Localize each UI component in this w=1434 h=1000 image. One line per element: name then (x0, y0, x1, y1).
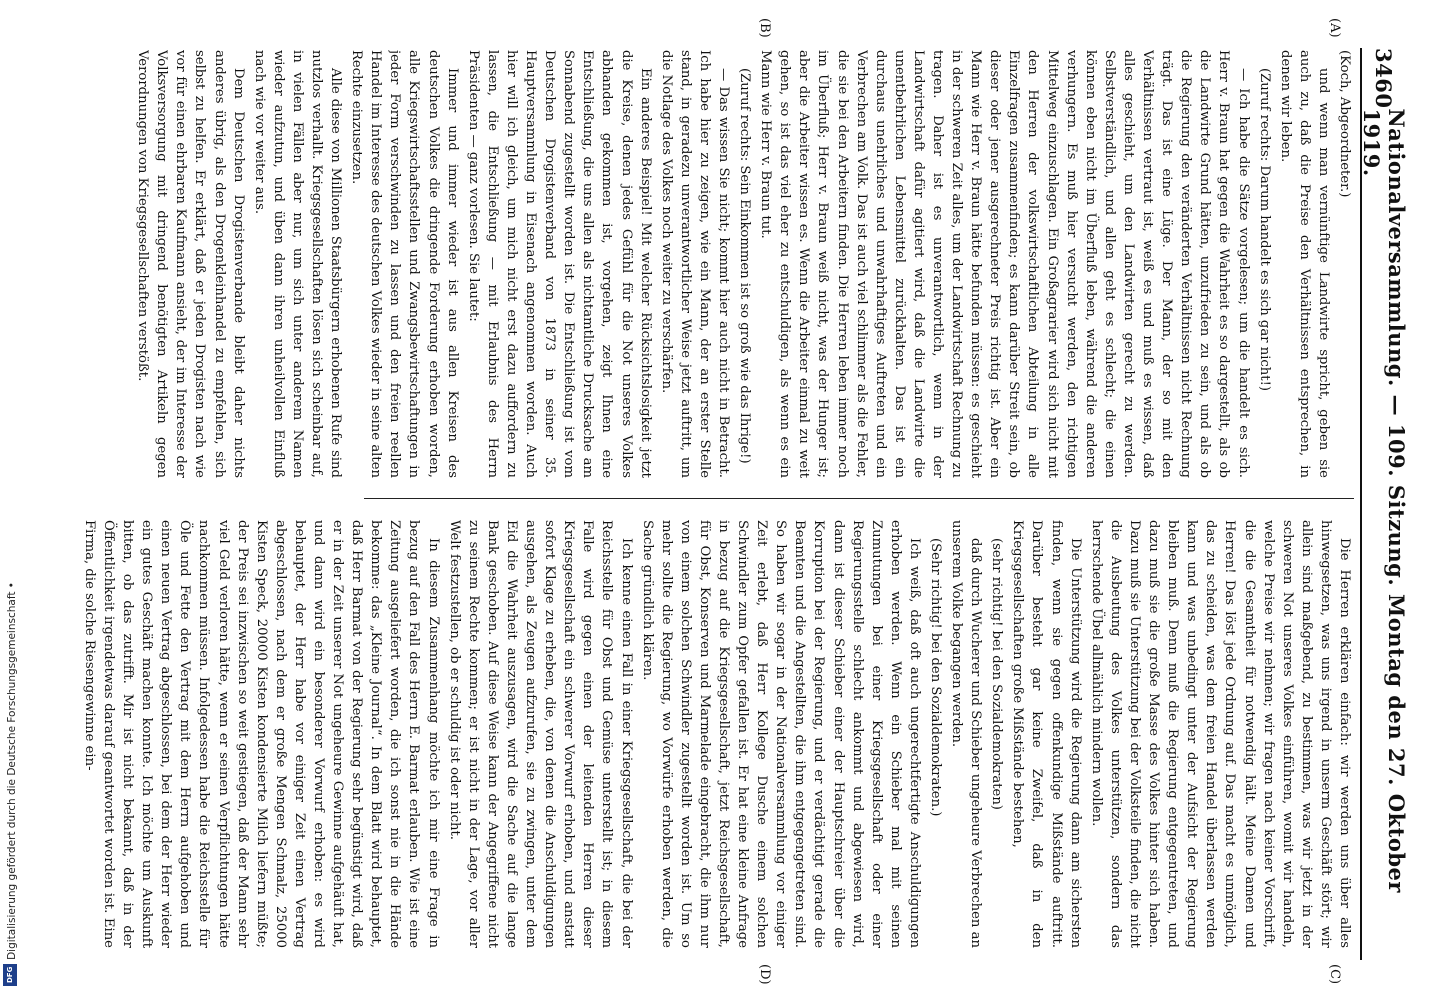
page-title: Nationalversammlung. — 109. Sitzung. Montag den 27. Oktober 1919. (1359, 108, 1409, 893)
paragraph: — Ich habe die Sätze vorgelesen; um die handelt es sich. Herr v. Braun hat gegen die Wahrheit es so dargestellt, als ob die Landwirte Grund hätten, unzufrieden zu sein, und als ob die Regierung den veränderten Verhältnissen nicht Rechnung trägt. Das ist eine Lüge. Der Mann, der so mit den Verhältnissen vertraut ist, weiß es und muß es wissen, daß alles geschieht, um den Landwirten gerecht zu werden. Selbstverständlich, und allen geht es schlecht; die einen können eben nicht im Überfluß leben, während die anderen verhungern. Es muß hier versucht werden, den richtigen Mittelweg einzuschlagen. Ein Großagrarier wird sich nicht mit den Herren der volkswirtschaftlichen Abteilung in alle Einzelfragen zusammenfinden; es kann darüber Streit sein, ob dieser oder jener ausgerechneter Preis richtig ist. Aber ein Mann wie Herr v. Braun hätte befunden müssen: es geschieht in der schweren Zeit alles, um der Landwirtschaft Rechnung zu tragen. Daher ist es unverantwortlich, wenn in der Landwirtschaft dafür agitiert wird, daß die Landwirte die unentbehrlichen Lebensmittel zurückhalten. Das ist ein durchaus unehrliches und unwahrhaftiges Auftreten und ein Verbrechen am Volk. Das ist auch viel schlimmer als die Fehler, die sie bei den Arbeitern finden. Die Herren leben immer noch im Überfluß; Herr v. Braun weiß nicht, was der Hunger ist; aber die Arbeiter wissen es. Wenn die Arbeiter einmal zu weit gehen, so ist das viel eher zu entschuldigen, als wenn es ein Mann wie Herr v. Braun tut. (758, 50, 1251, 478)
interjection: (Zuruf rechts: Sein Einkommen ist so groß wie das Ihrige!) (737, 68, 753, 464)
paragraph: und wenn man vernünftige Landwirte spricht, geben sie auch zu, daß die Preise den Verhältnissen entsprechen, in denen wir leben. (1277, 50, 1331, 478)
paragraph: Die Unterstützung wird die Regierung dann am sichersten finden, wenn sie gegen offenkundige Mißstände auftritt. Darüber besteht gar keine Zweifel, daß in den Kriegsgesellschaften große Mißstände bestehen, (1010, 520, 1083, 948)
paragraph: Ich kenne einen Fall in einer Kriegsgesellschaft, die bei der Reichsstelle für Obst und Gemüse unterstellt ist; in diesem Falle wird gegen einen der leitenden Herren dieser Kriegsgesellschaft ein schwerer Vorwurf erhoben, und anstatt sofort Klage zu erheben, die, von denen die Anschuldigungen ausgehen, als Zeugen aufzurufen, sie zu zwingen, unter dem Eid die Wahrheit auszusagen, wird die Sache auf die lange Bank geschoben. Auf diese Weise kann der Angegriffene nicht zu seinem Rechte kommen; er ist nicht in der Lage, vor aller Welt festzustellen, ob er schuldig ist oder nicht. (446, 520, 634, 948)
quoted-paragraph: Alle diese von Millionen Staatsbürgern erhobenen Rufe sind nutzlos verhallt. Kriegsgesellschaften lösen sich scheinbar auf, in vielen Fällen aber nur, um sich unter anderem Namen wieder aufzutun, und üben dann ihren unheilvollen Einfluß nach wie vor weiter aus. (251, 50, 344, 478)
margin-mark-b: (B) (757, 18, 772, 38)
speaker-note: (Koch, Abgeordneter.) (1337, 50, 1352, 198)
watermark-text: Digitalisierung gefördert durch die Deutsche Forschungsgemeinschaft • (6, 582, 18, 960)
paragraph: — Das wissen Sie nicht; kommt hier auch nicht in Betracht. Ich habe hier zu zeigen, wie ein Mann, der an erster Stelle stand, in geradezu unverantwortlicher Weise jetzt auftritt, um die Notlage des Volkes noch weiter zu verschärfen. (658, 50, 731, 478)
margin-mark-c: (C) (1327, 964, 1342, 985)
dfg-logo-icon: DFG (3, 964, 17, 986)
quoted-paragraph: Immer und immer wieder ist aus allen Kreisen des deutschen Volkes die dringende Forderung erhoben worden, alle Kriegswirtschaftsstellen und Zwangsbewirtschaftungen in jeder Form verschwinden zu lassen und den freien reellen Handel im Interesse des deutschen Volkes wieder in seine alten Rechte einzusetzen. (349, 50, 460, 478)
margin-mark-a: (A) (1327, 18, 1342, 38)
interjection: (Zuruf rechts: Darum handelt es sich gar nicht!) (1256, 68, 1272, 392)
newspaper-page (24, 0, 1414, 1000)
column-divider (364, 498, 1354, 499)
left-column (44, 50, 1354, 478)
paragraph: In diesem Zusammenhang möchte ich mir eine Frage in bezug auf den Fall des Herrn E. Barmat erlauben. Wie ist eine Zeitung ausgeliefert worden, die ich sonst nie in die Hände bekomme: das „Kleine Journal“. In dem Blatt wird behauptet, daß Herr Barmat von der Regierung sehr begünstigt wird, daß er in der Zeit unserer Not ungeheure Gewinne aufgehäuft hat, und dann wird ein besonderer Vorwurf erhoben: es wird behauptet, der Herr habe vor einiger Zeit einen Vertrag abgeschlossen, nach dem er große Mengen Schmalz, 25000 Kisten Speck, 20000 Kisten kondensierte Milch liefern müßte; der Preis sei inzwischen so weit gestiegen, daß der Mann sehr viel Geld verloren hätte, wenn er seinen Verpflichtungen hätte nachkommen müssen. Infolgedessen habe die Reichsstelle für Öle und Fette den Vertrag mit dem Herrn aufgehoben und einen neuen Vertrag abgeschlossen, bei dem der Herr wieder ein gutes Geschäft machen konnte. Ich möchte um Auskunft bitten, ob das zutrifft. Mir ist nicht bekannt, daß in der Öffentlichkeit irgendetwas darauf geantwortet worden ist. Eine Firma, die solche Riesengewinne ein- (81, 520, 441, 948)
dfg-watermark (2, 582, 18, 990)
quoted-paragraph: Dem Deutschen Drogistenverbande bleibt daher nichts anderes übrig, als den Drogenkleinhandel zu empfehlen, sich selbst zu helfen. Er erklärt, daß er jeden Drogisten nach wie vor für einen ehrbaren Kaufmann ansieht, der im Interesse der Volksversorgung mit dringend benötigten Artikeln gegen Verordnungen von Kriegsgesellschaften verstößt. (135, 50, 246, 478)
right-column (44, 520, 1354, 948)
paragraph: Ich weiß, daß oft auch ungerechtfertigte Anschuldigungen erhoben werden. Wenn ein Schieber mal mit seinen Zumutungen bei einer Kriegsgesellschaft oder einer Regierungsstelle schlecht ankommt und abgewiesen wird, dann ist dieser Schieber einer der Hauptschreier über die Korruption bei der Regierung, und er verdächtigt gerade die Beamten und die Angestellten, die ihm entgegengetreten sind. So haben wir sogar in der Nationalversammlung vor einiger Zeit erlebt, daß Herr Kollege Dusche einem solchen Schwindler zum Opfer gefallen ist. Er hat eine kleine Anfrage in bezug auf die Kriegsgesellschaft, jetzt Reichsgesellschaft, für Obst, Konserven und Marmelade eingebracht, die ihm nur von einem solchen Schwindler zugestellt worden ist. Um so mehr sollte die Regierung, wo Vorwürfe erhoben werden, die Sache gründlich klären. (639, 520, 922, 948)
paragraph: Ein anderes Beispiel! Mit welcher Rücksichtslosigkeit jetzt die Kreise, denen jedes Gefühl für die Not unseres Volkes abhanden gekommen ist, vorgehen, zeigt Ihnen eine Entschließung, die uns allen als nichtamtliche Drucksache am Sonnabend zugestellt worden ist. Die Entschließung ist vom Deutschen Drogistenverband von 1873 in seiner 35. Hauptversammlung in Eisenach angenommen worden. Auch hier will ich gleich, um mich nicht erst dazu auffordern zu lassen, die Entschließung — mit Erlaubnis des Herrn Präsidenten — ganz vorlesen. Sie lautet: (465, 50, 653, 478)
page-number: 3460 (1371, 48, 1397, 109)
header-rule (1360, 48, 1362, 960)
margin-mark-d: (D) (757, 964, 772, 985)
interjection: (sehr richtig! bei den Sozialdemokraten) (989, 538, 1005, 810)
page-header (1359, 48, 1409, 960)
paragraph: daß durch Wucherer und Schieber ungeheure Verbrechen an unserem Volke begangen werden. (949, 520, 984, 948)
interjection: (Sehr richtig! bei den Sozialdemokraten.) (928, 538, 944, 817)
paragraph: Die Herren erklären einfach: wir werden uns über alles hinwegsetzen, was uns irgend in unserm Geschäft stört; wir allein sind maßgebend, zu bestimmen, was wir jetzt in der schweren Not unseres Volkes einführen, womit wir handeln, welche Preise wir nehmen; wir fragen nach keiner Vorschrift, die die Gesamtheit für notwendig hält. Meine Damen und Herren! Das löst jede Ordnung auf. Das macht es unmöglich, das zu scheiden, was dem freien Handel überlassen werden kann und was unbedingt unter der Aufsicht der Regierung bleiben muß. Denn muß die Regierung entgegentreten, und dazu muß sie die große Masse des Volkes hinter sich haben. Dazu muß sie Unterstützung bei der Volksteile finden, die nicht die Ausbeutung des Volkes unterstützen, sondern das herrschende Übel allmählich mindern wollen. (1088, 520, 1352, 948)
